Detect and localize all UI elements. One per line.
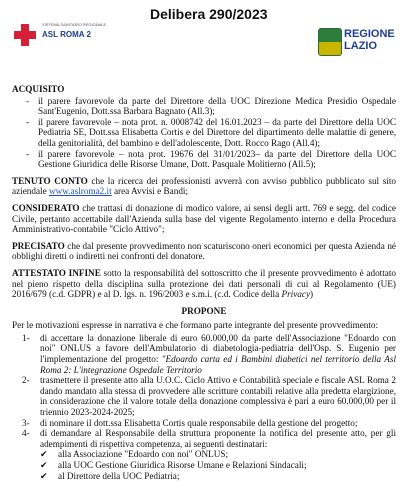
regione-lazio-logo bbox=[318, 26, 402, 58]
document-body bbox=[12, 84, 396, 481]
precisato-paragraph: PRECISATO che dal presente provvedimento non scaturiscono oneri economici per questa Azienda né obblighi diretti o indiretti nei confronti del donatore. bbox=[12, 240, 396, 262]
red-cross-icon bbox=[14, 24, 36, 46]
list-item: - il parere favorevole da parte del Direttore della UOC Direzione Medica Presidio Ospedale Sant'Eugenio, Dott.ssa Barbara Bagnato (All.3); bbox=[26, 95, 396, 117]
page-title: Delibera 290/2023 bbox=[150, 6, 268, 22]
propone-list bbox=[12, 333, 396, 450]
checkmark-icon: ✔ bbox=[40, 449, 48, 460]
regione-logo-name: REGIONE LAZIO bbox=[344, 28, 395, 52]
checkmark-icon: ✔ bbox=[40, 460, 48, 470]
aslroma2-link[interactable]: www.aslroma2.it bbox=[48, 186, 112, 197]
list-item: 1- di accettare la donazione liberale di euro 60.000,00 da parte dell'Associazione "Edoardo con noi" ONLUS a favore dell'Ambulatorio di diabetologia-pediatria dell'Osp. S. Eugenio per l'implementazione del progetto: "Edoardo carta ed i Bambini diabetici nel territorio della Asl Roma 2: L'integrazione Ospedale Territorio bbox=[22, 332, 396, 375]
list-item: - il parere favorevole – nota prot. n. 0008742 del 16.01.2023 – da parte del Direttore della UOC Pediatria SE, Dott.ssa Elisabetta Cortis e del Direttore del dipartimento delle malattie di genere, della genitorialità, del bambino e dell'adolescente, Dott. Rocco Rago (All.4); bbox=[26, 116, 396, 148]
acquisito-list bbox=[12, 96, 396, 170]
list-item: - il parere favorevole – nota prot. 19676 del 31/01/2023– da parte del Direttore della UOC Gestione Giuridica delle Risorse Umane, Dott. Pasquale Molitierno (All.5); bbox=[26, 148, 396, 170]
considerato-paragraph: CONSIDERATO che trattasi di donazione di modico valore, ai sensi degli artt. 769 e segg. del codice Civile, pertanto accettabile dall'Azienda sulla base del vigente Regolamento interno e della Procedura Amministrativo-contabile "Ciclo Attivo"; bbox=[12, 202, 396, 235]
list-item: ✔ alla Associazione "Edoardo con noi" ONLUS; bbox=[40, 449, 229, 460]
propone-intro: Per le motivazioni espresse in narrativa e che formano parte integrante del presente provvedimento: bbox=[12, 320, 379, 331]
list-item: ✔ alla UOC Gestione Giuridica Risorse Umane e Relazioni Sindacali; bbox=[40, 460, 307, 470]
acquisito-heading: ACQUISITO bbox=[12, 84, 65, 94]
asl-roma2-logo bbox=[14, 20, 124, 60]
list-item: 2- trasmettere il presente atto alla U.O.C. Ciclo Attivo e Contabilità speciale e fiscale ASL Roma 2 dando mandato alla stessa di provvedere alle scritture contabili relative alla predetta elargizione, in considerazione che il valore totale della donazione complessiva è pari a euro 60.000,00 per il triennio 2023-2024-2025; bbox=[22, 375, 396, 418]
checkmark-icon: ✔ bbox=[40, 470, 48, 481]
attestato-paragraph: ATTESTATO INFINE sotto la responsabilità del sottoscritto che il presente provvedimento è adottato nel pieno rispetto della disciplina sulla protezione dei dati personali di cui al Regolamento (UE) 2016/679 (c.d. GDPR) e al D. lgs. n. 196/2003 e s.m.i. (c.d. Codice della Privacy) bbox=[12, 267, 396, 300]
asl-logo-subtitle: SISTEMA SANITARIO REGIONALE bbox=[42, 22, 107, 27]
propone-heading: PROPONE bbox=[181, 305, 227, 316]
document-header bbox=[0, 0, 414, 72]
regione-emblem-icon bbox=[318, 28, 342, 56]
tenuto-conto-paragraph: TENUTO CONTO che la ricerca dei professionisti avverrà con avviso pubblico pubblicato sul sito aziendale www.aslroma2.it area Avvisi e Bandi; bbox=[12, 175, 396, 197]
asl-logo-name: ASL ROMA 2 bbox=[42, 30, 91, 39]
list-item: 3- di nominare il dott.ssa Elisabetta Cortis quale responsabile della gestione del progetto; bbox=[22, 417, 358, 428]
list-item: ✔ al Direttore della UOC Pediatria; bbox=[40, 470, 180, 481]
recipients-list bbox=[12, 449, 396, 481]
list-item: 4- di demandare al Responsabile della struttura proponente la notifica del presente atto, per gli adempimenti di rispettiva competenza, ai seguenti destinatari: bbox=[22, 428, 396, 449]
